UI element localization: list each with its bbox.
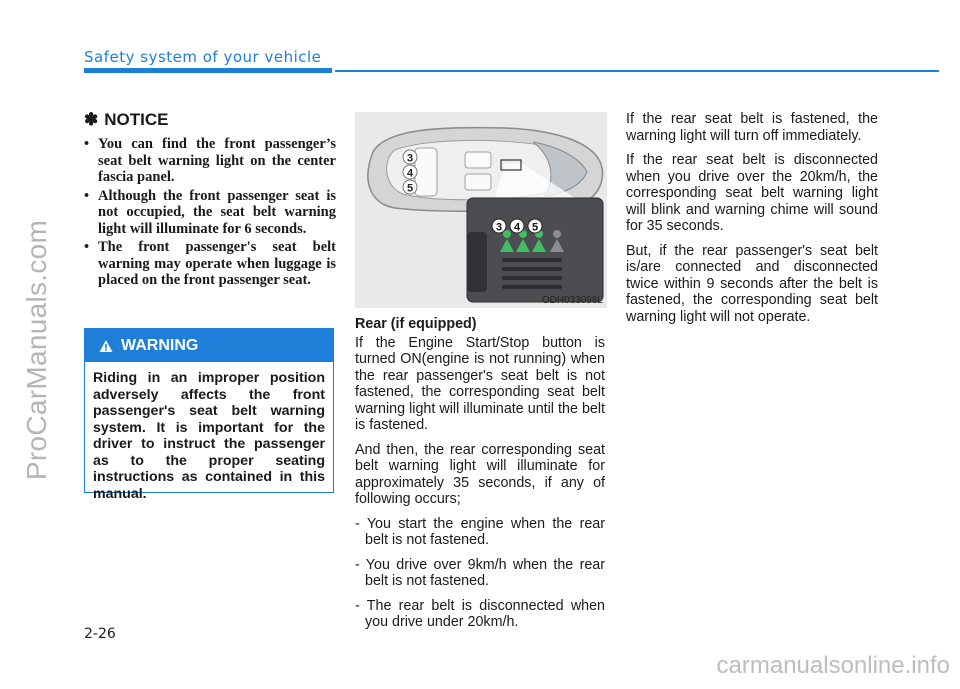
front-seat-left-shape [465, 152, 491, 168]
figure-code: ODH033098L [541, 295, 603, 306]
section-title: Safety system of your vehicle [84, 48, 322, 66]
rear-condition-item: - The rear belt is disconnected when you drive under 20km/h. [355, 597, 605, 630]
front-seat-right-shape [465, 174, 491, 190]
panel-seat-labels [492, 219, 542, 234]
header-rule-thick [84, 68, 332, 73]
notice-list [84, 136, 336, 289]
warning-triangle-icon [99, 339, 113, 353]
car-seat-labels [403, 150, 417, 195]
notice-item: • The front passenger's seat belt warning may operate when luggage is placed on the front passenger seat. [84, 239, 336, 289]
side-watermark [14, 150, 60, 550]
rear-seat-shape [415, 148, 437, 196]
right-paragraph-1: If the rear seat belt is fastened, the warning light will turn off immediately. [626, 111, 878, 144]
right-paragraph-2: If the rear seat belt is disconnected when you drive over the 20km/h, the corresponding seat belt warning light will blink and warning chime will sound for 35 seconds. [626, 152, 878, 234]
page-number: 2-26 [84, 626, 116, 642]
right-column [626, 111, 878, 333]
notice-item: • You can find the front passenger’s seat belt warning light on the center fascia panel. [84, 136, 336, 186]
rear-heading: Rear (if equipped) [355, 316, 477, 332]
bottom-watermark: carmanualsonline.info [716, 652, 950, 679]
warning-body: Riding in an improper position adversely affects the front passenger's seat belt warning system. It is important for the driver to instruct the passenger as to the proper seating instructions as contained in this manual. [93, 370, 325, 502]
warning-header [85, 329, 333, 362]
panel-side-knob [467, 232, 487, 292]
car-illustration [355, 112, 607, 308]
panel-label-5: 5 [531, 221, 539, 234]
car-label-3: 3 [406, 152, 414, 165]
right-paragraph-3: But, if the rear passenger's seat belt is/are connected and disconnected twice within 9 seconds after the belt is fastened, the corresponding seat belt warning light will not operate. [626, 242, 878, 325]
seat-belt-diagram [355, 112, 607, 308]
rear-paragraph-2: And then, the rear corresponding seat belt warning light will illuminate for approximately 35 seconds, if any of following occurs; [355, 441, 605, 507]
notice-item: • Although the front passenger seat is not occupied, the seat belt warning light will illuminate for 6 seconds. [84, 188, 336, 238]
warning-title: WARNING [121, 336, 199, 354]
car-label-5: 5 [406, 182, 414, 195]
rear-section [355, 316, 605, 639]
side-watermark-text: ProCarManuals.com [21, 219, 52, 481]
notice-title-text: NOTICE [104, 110, 169, 129]
rear-condition-item: - You drive over 9km/h when the rear belt is not fastened. [355, 556, 605, 589]
warning-box [84, 328, 334, 502]
rear-paragraph-1: If the Engine Start/Stop button is turned ON(engine is not running) when the rear passenger's seat belt is not fastened, the corresponding seat belt warning light will illuminate until the belt is fastened. [355, 334, 605, 433]
notice-box [84, 110, 336, 291]
car-label-4: 4 [406, 167, 414, 180]
panel-label-3: 3 [495, 221, 503, 234]
panel-label-4: 4 [513, 221, 521, 234]
rear-condition-item: - You start the engine when the rear belt is not fastened. [355, 515, 605, 548]
notice-symbol: ✽ [84, 110, 99, 129]
notice-title [84, 110, 336, 130]
header-rule-thin [335, 70, 939, 72]
